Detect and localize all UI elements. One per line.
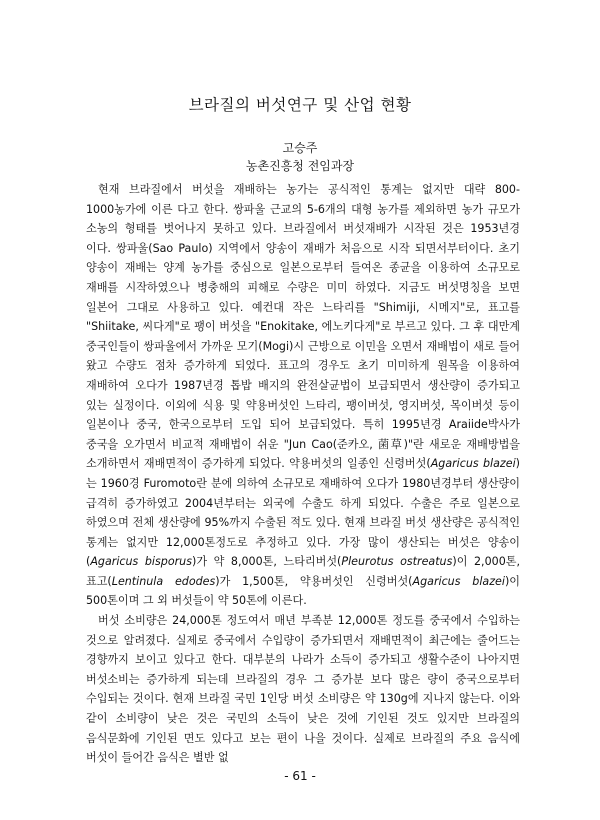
scientific-name: Agaricus blazei (412, 574, 505, 588)
paragraph-text: 버섯 소비량은 24,000톤 정도여서 매년 부족분 12,000톤 정도를 중국에서 수입하는 것으로 알려졌다. 실제로 중국에서 수입량이 증가되면서 재배면적이 최근에는 줄어드는 경향까지 보이고 있다고 한다. 대부분의 나라가 소득이 증가되고 생활수준이 나아지면 버섯소비는 증가하게 되는데 브라질의 경우 그 증가분 보다 많은 량이 중국으로부터 수입되는 것이다. 현재 브라질 국민 1인당 버섯 소비량은 약 130g에 지나지 않는다. 이와 같이 소비량이 낮은 것은 국민의 소득이 낮은 것에 기인된 것도 있지만 브라질의 음식문화에 기인된 면도 있다고 보는 편이 나을 것이다. 실제로 브라질의 주요 음식에 버섯이 들어간 음식은 별반 없 (86, 614, 520, 765)
scientific-name: Agaricus bisporus (90, 555, 192, 569)
paragraph-text: )가 약 8,000톤, 느타리버섯( (192, 555, 342, 569)
paragraph-text: )가 1,500톤, 약용버섯인 신령버섯( (215, 574, 413, 588)
author-name: 고승주 (282, 141, 318, 155)
paragraph-text: )이 2,000톤, 표고( (86, 555, 520, 588)
body-paragraph (86, 180, 520, 611)
author-affiliation: 농촌진흥청 전임과장 (245, 159, 355, 173)
article-body (86, 180, 520, 768)
body-paragraph (86, 611, 520, 768)
scientific-name: Agaricus blazei (430, 457, 516, 471)
document-title: 브라질의 버섯연구 및 산업 현황 (188, 96, 412, 114)
scientific-name: Pleurotus ostreatus (341, 555, 453, 569)
page-number: - 61 - (284, 769, 316, 783)
paragraph-text: 현재 브라질에서 버섯을 재배하는 농가는 공식적인 통계는 없지만 대략 800-1000농가에 이른 다고 한다. 쌍파울 근교의 5-6개의 대형 농가를 제외하면 농가 규모가 소농의 형태를 벗어나지 못하고 있다. 브라질에서 버섯재배가 시작된 것은 1953년경 이다. 쌍파울(Sao Paulo) 지역에서 양송이 재배가 처음으로 시작 되면서부터이다. 초기 양송이 재배는 양계 농가를 중심으로 일본으로부터 들여온 종균을 이용하여 소규모로 재배를 시작하였으나 병충해의 피해로 수량은 미미 하였다. 지금도 버섯명칭을 보면 일본어 그대로 사용하고 있다. 예컨대 작은 느타리를 "Shimiji, 시메지"로, 표고를 "Shiitake, 씨다게"로 팽이 버섯을 "Enokitake, 에노키다게"로 부르고 있다. 그 후 대만계 중국인들이 쌍파울에서 가까운 모기(Mogi)시 근방으로 이민을 오면서 재배법이 새로 들어 왔고 수량도 점차 증가하게 되었다. 표고의 경우도 초기 미미하게 원목을 이용하여 재배하여 오다가 1987년경 톱밥 배지의 완전살균법이 보급되면서 생산량이 증가되고 있는 실정이다. 이외에 식용 및 약용버섯인 느타리, 팽이버섯, 영지버섯, 목이버섯 등이 일본이나 중국, 한국으로부터 도입 되어 보급되었다. 특히 1995년경 Araiide박사가 중국을 오가면서 비교적 재배법이 쉬운 "Jun Cao(준카오, 菌草)"란 새로운 재배방법을 소개하면서 재배면적이 증가하게 되었다. 약용버섯의 일종인 신령버섯( (86, 183, 521, 471)
paragraph-text: )는 1960경 Furomoto란 분에 의하여 소규모로 재배하여 오다가 1980년경부터 생산량이 급격히 증가하였고 2004년부터는 외국에 수출도 하게 되었다. 수출은 주로 일본으로 하였으며 전체 생산량에 95%까지 수출된 적도 있다. 현재 브라질 버섯 생산량은 공식적인 통계는 없지만 12,000톤정도로 추정하고 있다. 가장 많이 생산되는 버섯은 양송이( (86, 457, 520, 569)
paragraph-text: )이 500톤이며 그 외 버섯들이 약 50톤에 이른다. (86, 574, 520, 608)
scientific-name: Lentinula edodes (111, 574, 216, 588)
